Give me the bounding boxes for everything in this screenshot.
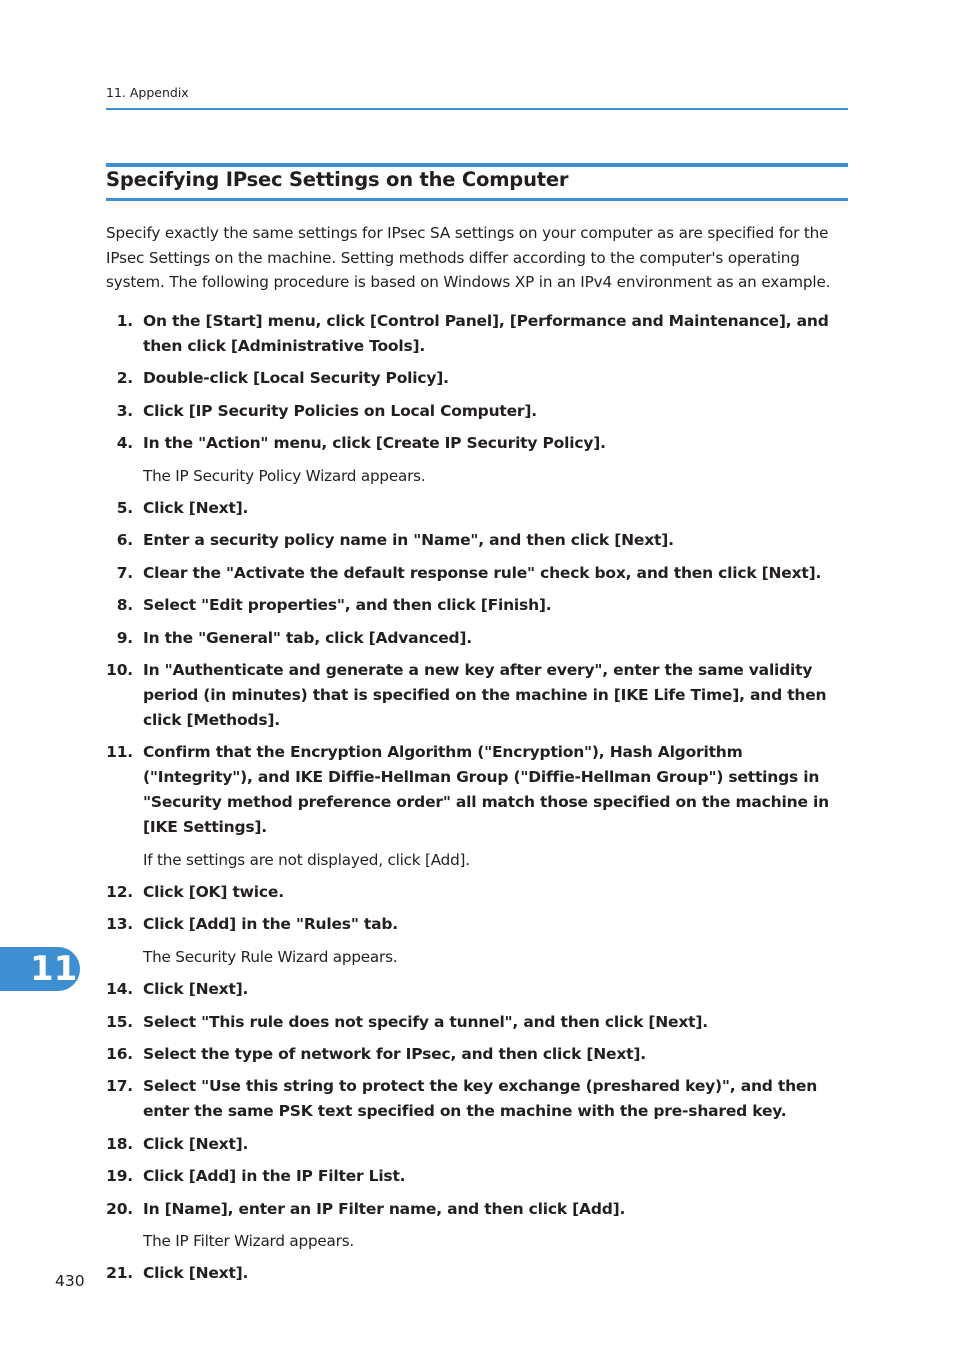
step-item (106, 658, 848, 733)
step-item (106, 399, 848, 424)
step-text: In [Name], enter an IP Filter name, and then click [Add]. (143, 1199, 626, 1218)
step-item (106, 880, 848, 905)
header-divider (106, 108, 848, 110)
step-item (106, 561, 848, 586)
step-number: 13. (106, 915, 133, 934)
step-number: 18. (106, 1134, 133, 1153)
step-text: Click [Next]. (143, 498, 249, 517)
step-item (106, 528, 848, 553)
running-header: 11. Appendix (106, 85, 189, 100)
page-number: 430 (55, 1272, 85, 1290)
step-text: Click [Add] in the "Rules" tab. (143, 915, 398, 934)
step-number: 15. (106, 1012, 133, 1031)
step-text: Select "This rule does not specify a tunnel", and then click [Next]. (143, 1012, 708, 1031)
step-text: Click [Next]. (143, 980, 249, 999)
step-item (106, 977, 848, 1002)
step-text: Select "Use this string to protect the key exchange (preshared key)", and then enter the same PSK text specified on the machine with the pre-shared key. (143, 1077, 818, 1121)
step-number: 8. (116, 596, 133, 615)
step-text: On the [Start] menu, click [Control Panel], [Performance and Maintenance], and then click [Administrative Tools]. (143, 312, 829, 355)
procedure-steps (106, 309, 848, 1294)
step-number: 17. (106, 1077, 133, 1096)
step-note: The IP Security Policy Wizard appears. (143, 466, 426, 485)
step-note: The IP Filter Wizard appears. (143, 1231, 355, 1250)
step-number: 14. (106, 980, 133, 999)
step-number: 19. (106, 1167, 133, 1186)
step-item (106, 1074, 848, 1124)
step-number: 16. (106, 1045, 133, 1064)
step-number: 9. (116, 628, 133, 647)
step-text: Click [Add] in the IP Filter List. (143, 1167, 406, 1186)
step-item (106, 912, 848, 969)
step-item (106, 593, 848, 618)
step-number: 2. (116, 369, 133, 388)
intro-paragraph: Specify exactly the same settings for IPsec SA settings on your computer as are specified for the IPsec Settings on the machine. Setting methods differ according to the computer's operating system. The following procedure is based on Windows XP in an IPv4 environment as an example. (106, 224, 831, 292)
step-number: 3. (116, 401, 133, 420)
step-text: Confirm that the Encryption Algorithm ("Encryption"), Hash Algorithm ("Integrity"), and IKE Diffie-Hellman Group ("Diffie-Hellman Group") settings in "Security method preference order" all match those specified on the machine in [IKE Settings]. (143, 743, 829, 837)
step-number: 1. (116, 312, 133, 330)
step-number: 12. (106, 883, 133, 902)
chapter-tab: 11 (0, 947, 80, 991)
step-number: 11. (106, 743, 133, 762)
step-number: 5. (116, 498, 133, 517)
step-item (106, 309, 848, 359)
step-text: Click [Next]. (143, 1264, 249, 1283)
step-item (106, 1132, 848, 1157)
title-rule-bottom (106, 198, 848, 201)
step-item (106, 1261, 848, 1286)
step-item (106, 626, 848, 651)
step-text: Double-click [Local Security Policy]. (143, 369, 449, 388)
step-text: In the "Action" menu, click [Create IP Security Policy]. (143, 434, 606, 453)
step-item (106, 431, 848, 488)
step-text: Click [IP Security Policies on Local Computer]. (143, 401, 537, 420)
step-item (106, 366, 848, 391)
step-text: Enter a security policy name in "Name", and then click [Next]. (143, 531, 674, 550)
step-text: Click [Next]. (143, 1134, 249, 1153)
step-number: 20. (106, 1199, 133, 1218)
step-item (106, 1197, 848, 1254)
step-item (106, 496, 848, 521)
step-text: Select the type of network for IPsec, and then click [Next]. (143, 1045, 646, 1064)
step-item (106, 1010, 848, 1035)
step-text: Select "Edit properties", and then click [Finish]. (143, 596, 552, 615)
step-text: In the "General" tab, click [Advanced]. (143, 628, 472, 647)
step-number: 6. (116, 531, 133, 550)
step-text: Clear the "Activate the default response rule" check box, and then click [Next]. (143, 563, 822, 582)
step-number: 7. (116, 563, 133, 582)
step-text: In "Authenticate and generate a new key after every", enter the same validity period (in minutes) that is specified on the machine in [IKE Life Time], and then click [Methods]. (143, 660, 827, 729)
step-number: 4. (116, 434, 133, 453)
title-rule-top (106, 163, 848, 167)
step-text: Click [OK] twice. (143, 883, 284, 902)
step-item (106, 740, 848, 872)
step-item (106, 1164, 848, 1189)
step-number: 10. (106, 660, 133, 679)
step-number: 21. (106, 1264, 133, 1283)
step-item (106, 1042, 848, 1067)
step-note: The Security Rule Wizard appears. (143, 947, 398, 966)
section-title: Specifying IPsec Settings on the Computer (106, 168, 569, 191)
step-note: If the settings are not displayed, click [Add]. (143, 850, 470, 869)
